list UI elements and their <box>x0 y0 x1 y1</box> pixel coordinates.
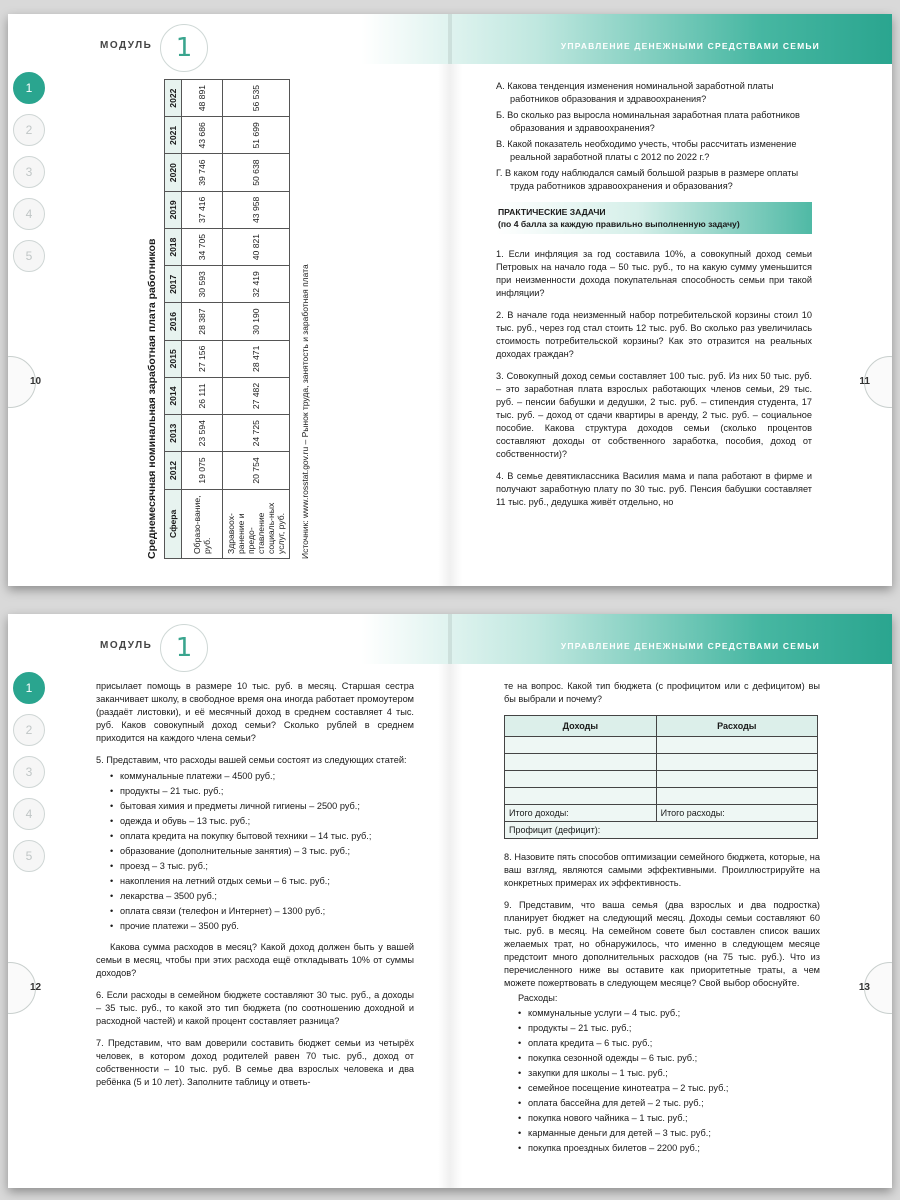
table-header-year: 2015 <box>165 340 182 377</box>
bottom-right-column <box>504 680 820 1163</box>
bottom-spread <box>8 614 892 1188</box>
task-9: 9. Представим, что ваша семья (два взрослых и два подростка) планирует бюджет на следующий месяц. Доходы семьи составляют 60 тыс. руб. в месяц. На семейном совете был составлен список ваших желаемых трат, но обнаружилось, что именно в следующем месяце предстоит много дополнительных расходов (на 75 тыс. руб.). Что из перечисленного ниже вы оставите как приоритетные траты, а чем можете пожертвовать в следующем месяце? Свой выбор обоснуйте. <box>504 900 820 988</box>
page-number-right: 11 <box>859 376 870 387</box>
top-spread <box>8 14 892 586</box>
budget-total-expense: Итого расходы: <box>656 805 817 822</box>
list-item: • проезд – 3 тыс. руб.; <box>110 860 414 873</box>
table-source: Источник: www.rosstat.gov.ru – Рынок труда, занятость и заработная плата <box>300 264 310 559</box>
chapter-tab-5[interactable]: 5 <box>13 840 45 872</box>
task-2: 2. В начале года неизменный набор потребительской корзины стоил 10 тыс. руб., через год стал стоить 12 тыс. руб. Во сколько раз увеличилась стоимость потребительской корзины? Как это отразится на реальных доходах граждан? <box>496 310 812 359</box>
table-cell: 23 594 <box>182 415 223 452</box>
budget-cell[interactable] <box>656 788 817 805</box>
table-cell: 37 416 <box>182 191 223 228</box>
practical-subtitle: (по 4 балла за каждую правильно выполненную задачу) <box>498 219 740 229</box>
list-item: • накопления на летний отдых семьи – 6 тыс. руб.; <box>110 875 414 888</box>
table-row <box>182 80 223 559</box>
budget-table <box>504 715 818 839</box>
chapter-tabs <box>8 72 48 282</box>
table-row <box>505 788 818 805</box>
table-header-year: 2014 <box>165 377 182 414</box>
table-cell: 48 891 <box>182 80 223 117</box>
practical-tasks-banner <box>496 202 812 234</box>
table-header-year: 2012 <box>165 452 182 489</box>
list-item: • лекарства – 3500 руб.; <box>110 890 414 903</box>
list-item: А. Какова тенденция изменения номинальной заработной платы работников образования и здравоохранения? <box>496 81 774 104</box>
running-head: УПРАВЛЕНИЕ ДЕНЕЖНЫМИ СРЕДСТВАМИ СЕМЬИ <box>560 641 820 651</box>
header-band <box>8 614 892 664</box>
module-label: МОДУЛЬ <box>100 40 153 51</box>
continued-paragraph: присылает помощь в размере 10 тыс. руб. в месяц. Старшая сестра заканчивает школу, в свободное время она иногда работает промоутером (раздаёт листовки), и её месячный доход в среднем составляет 4 тыс. руб. Каков совокупный доход семьи? Сколько рублей в среднем приходится на каждого члена семьи? <box>96 681 414 743</box>
table-cell: 30 593 <box>182 266 223 303</box>
task-8: 8. Назовите пять способов оптимизации семейного бюджета, которые, на ваш взгляд, являются самыми эффективными. Проиллюстрируйте на конкретных примерах их эффективность. <box>504 852 820 888</box>
chapter-tab-2[interactable]: 2 <box>13 114 45 146</box>
list-item: • коммунальные услуги – 4 тыс. руб.; <box>518 1007 820 1020</box>
task-3: 3. Совокупный доход семьи составляет 100 тыс. руб. Из них 50 тыс. руб. – это заработная плата взрослых работающих членов семьи, 29 тыс. руб. – пенсии бабушки и дедушки, 2 тыс. руб. – стипендия студента, 17 тыс. руб. – доход от сдачи квартиры в аренду, 2 тыс. руб. – социальное пособие. Какова структура доходов семьи (сколько процентов составляют доходы от собственного заработка, пособия, доход от собственности)? <box>496 371 812 459</box>
table-cell: 56 535 <box>223 80 290 117</box>
continued-paragraph: те на вопрос. Какой тип бюджета (с профицитом или с дефицитом) вы бы выбрали и почему? <box>504 681 820 704</box>
salary-table-block <box>146 79 376 559</box>
chapter-tab-3[interactable]: 3 <box>13 156 45 188</box>
list-item: Г. В каком году наблюдался самый большой разрыв в размере оплаты труда работников здравоохранения и образования? <box>496 168 799 191</box>
chapter-tab-1[interactable]: 1 <box>13 672 45 704</box>
table-cell: 27 482 <box>223 377 290 414</box>
table-cell-sphere: Образо-вание, руб. <box>182 489 223 558</box>
page-number-left: 12 <box>30 982 42 993</box>
table-header-year: 2017 <box>165 266 182 303</box>
chapter-tab-2[interactable]: 2 <box>13 714 45 746</box>
list-item: • оплата бассейна для детей – 2 тыс. руб.; <box>518 1097 820 1110</box>
table-cell: 19 075 <box>182 452 223 489</box>
practical-title: ПРАКТИЧЕСКИЕ ЗАДАЧИ <box>498 207 606 217</box>
list-item: • коммунальные платежи – 4500 руб.; <box>110 770 414 783</box>
budget-header-expense: Расходы <box>656 716 817 737</box>
salary-table-title: Среднемесячная номинальная заработная плата работников <box>146 238 158 559</box>
table-header-year: 2016 <box>165 303 182 340</box>
table-cell: 50 638 <box>223 154 290 191</box>
list-item: • оплата кредита – 6 тыс. руб.; <box>518 1037 820 1050</box>
budget-cell[interactable] <box>505 788 657 805</box>
module-number: 1 <box>160 624 208 672</box>
task-4: 4. В семье девятиклассника Василия мама и папа работают в фирме и получают заработную плату по 30 тыс. руб. Пенсия бабушки составляет 11 тыс. руб., дедушка живёт отдельно, но <box>496 471 812 507</box>
table-row <box>505 754 818 771</box>
list-item: • покупка нового чайника – 1 тыс. руб.; <box>518 1112 820 1125</box>
chapter-tab-3[interactable]: 3 <box>13 756 45 788</box>
list-item: • карманные деньги для детей – 3 тыс. руб.; <box>518 1127 820 1140</box>
table-row <box>223 80 290 559</box>
task-5-question: Какова сумма расходов в месяц? Какой доход должен быть у вашей семьи в месяц, чтобы при этих расхода ещё откладывать 10% от суммы доходов? <box>96 942 414 978</box>
table-header-year: 2019 <box>165 191 182 228</box>
list-item: • закупки для школы – 1 тыс. руб.; <box>518 1067 820 1080</box>
expenses-list <box>504 1007 820 1155</box>
chapter-tabs <box>8 672 48 882</box>
list-item: • покупка проездных билетов – 2200 руб.; <box>518 1142 820 1155</box>
list-item: • оплата кредита на покупку бытовой техники – 14 тыс. руб.; <box>110 830 414 843</box>
table-cell: 43 686 <box>182 117 223 154</box>
module-number: 1 <box>160 24 208 72</box>
list-item: • продукты – 21 тыс. руб.; <box>518 1022 820 1035</box>
list-item: • одежда и обувь – 13 тыс. руб.; <box>110 815 414 828</box>
table-header-year: 2022 <box>165 80 182 117</box>
table-cell: 51 699 <box>223 117 290 154</box>
table-header-year: 2020 <box>165 154 182 191</box>
budget-total-income: Итого доходы: <box>505 805 657 822</box>
questions-list <box>496 80 812 193</box>
table-cell: 28 471 <box>223 340 290 377</box>
task-5-list <box>96 770 414 933</box>
task-6: 6. Если расходы в семейном бюджете составляют 30 тыс. руб., а доходы – 35 тыс. руб., то какой это тип бюджета (по соотношению доходной и расходной частей) и какой процент составляет разница? <box>96 990 414 1026</box>
table-cell: 43 958 <box>223 191 290 228</box>
salary-table <box>164 79 290 559</box>
page-number-right: 13 <box>858 982 870 993</box>
header-band <box>8 14 892 64</box>
chapter-tab-5[interactable]: 5 <box>13 240 45 272</box>
table-cell: 24 725 <box>223 415 290 452</box>
list-item: • покупка сезонной одежды – 6 тыс. руб.; <box>518 1052 820 1065</box>
budget-cell[interactable] <box>656 754 817 771</box>
list-item: • семейное посещение кинотеатра – 2 тыс. руб.; <box>518 1082 820 1095</box>
budget-cell[interactable] <box>505 737 657 754</box>
chapter-tab-1[interactable]: 1 <box>13 72 45 104</box>
top-right-column <box>496 80 812 518</box>
task-5-intro: 5. Представим, что расходы вашей семьи состоят из следующих статей: <box>96 755 407 765</box>
table-row <box>505 805 818 822</box>
budget-cell[interactable] <box>656 771 817 788</box>
budget-header-income: Доходы <box>505 716 657 737</box>
table-cell: 30 190 <box>223 303 290 340</box>
table-cell-sphere: Здравоох-ранение и предо-ставление социаль-ных услуг, руб. <box>223 489 290 558</box>
table-cell: 34 705 <box>182 228 223 265</box>
table-cell: 27 156 <box>182 340 223 377</box>
list-item: • прочие платежи – 3500 руб. <box>110 920 414 933</box>
table-header-year: 2018 <box>165 228 182 265</box>
table-header-year: 2013 <box>165 415 182 452</box>
task-7: 7. Представим, что вам доверили составить бюджет семьи из четырёх человек, в котором доход родителей равен 70 тыс. руб., доход от собственности – 10 тыс. руб. В семье два взрослых человека и два ребёнка (5 и 10 лет). Заполните таблицу и ответь- <box>96 1038 414 1087</box>
list-item: В. Какой показатель необходимо учесть, чтобы рассчитать изменение реальной заработной платы с 2012 по 2022 г.? <box>496 139 797 162</box>
page-number-left: 10 <box>30 376 42 387</box>
budget-cell[interactable] <box>505 771 657 788</box>
table-cell: 39 746 <box>182 154 223 191</box>
list-item: Б. Во сколько раз выросла номинальная заработная плата работников образования и здравоохранения? <box>496 110 800 133</box>
table-row <box>505 822 818 839</box>
table-cell: 40 821 <box>223 228 290 265</box>
list-item: • продукты – 21 тыс. руб.; <box>110 785 414 798</box>
bottom-left-column <box>96 680 414 1098</box>
table-header-sphere: Сфера <box>165 489 182 558</box>
module-label: МОДУЛЬ <box>100 640 153 651</box>
chapter-tab-4[interactable]: 4 <box>13 198 45 230</box>
list-item: • оплата связи (телефон и Интернет) – 1300 руб.; <box>110 905 414 918</box>
table-cell: 20 754 <box>223 452 290 489</box>
list-item: • бытовая химия и предметы личной гигиены – 2500 руб.; <box>110 800 414 813</box>
budget-cell[interactable] <box>656 737 817 754</box>
table-header-year: 2021 <box>165 117 182 154</box>
table-row <box>505 737 818 754</box>
running-head: УПРАВЛЕНИЕ ДЕНЕЖНЫМИ СРЕДСТВАМИ СЕМЬИ <box>560 41 820 51</box>
list-item: • образование (дополнительные занятия) – 3 тыс. руб.; <box>110 845 414 858</box>
table-row <box>505 771 818 788</box>
table-cell: 26 111 <box>182 377 223 414</box>
budget-surplus: Профицит (дефицит): <box>505 822 818 839</box>
table-cell: 32 419 <box>223 266 290 303</box>
gutter-shade <box>438 664 462 1188</box>
chapter-tab-4[interactable]: 4 <box>13 798 45 830</box>
task-1: 1. Если инфляция за год составила 10%, а совокупный доход семьи Петровых на начало года – 50 тыс. руб., то на какую сумму уменьшится при неизменности дохода покупательная способность семьи при такой инфляции? <box>496 249 812 298</box>
budget-cell[interactable] <box>505 754 657 771</box>
table-cell: 28 387 <box>182 303 223 340</box>
expenses-label: Расходы: <box>518 993 558 1003</box>
gutter-shade <box>438 64 462 586</box>
